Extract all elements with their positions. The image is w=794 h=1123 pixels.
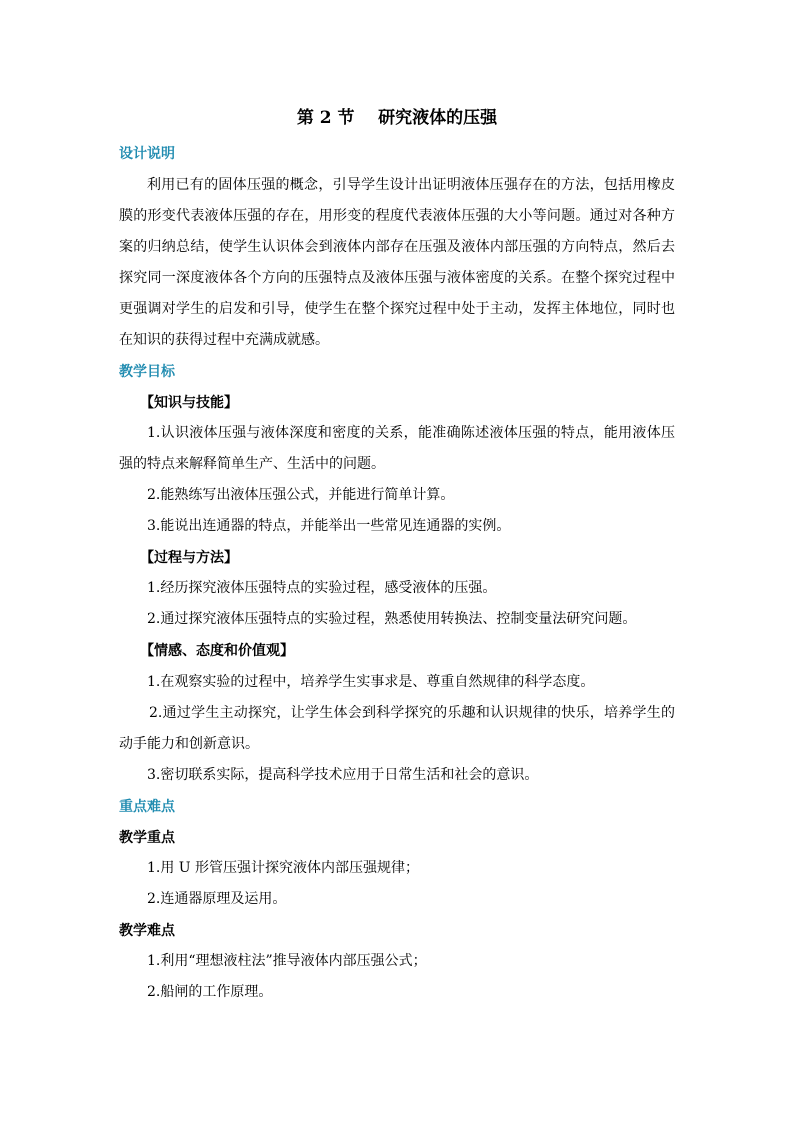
subheading-emotion: 【情感、态度和价值观】 xyxy=(140,643,294,659)
page-title: 第 2 节 研究液体的压强 xyxy=(296,108,498,128)
emotion-item-2: 2.通过学生主动探究，让学生体会到科学探究的乐趣和认识规律的快乐，培养学生的动手能力和创新意识。 xyxy=(119,705,675,752)
design-paragraph: 利用已有的固体压强的概念，引导学生设计出证明液体压强存在的方法，包括用橡皮膜的形变代表液体压强的存在，用形变的程度代表液体压强的大小等问题。通过对各种方案的归纳总结，使学生认识体会到液体内部存在压强及液体内部压强的方向特点，然后去探究同一深度液体各个方向的压强特点及液体压强与液体密度的关系。在整个探究过程中更强调对学生的启发和引导，使学生在整个探究过程中处于主动，发挥主体地位，同时也在知识的获得过程中充满成就感。 xyxy=(119,177,675,348)
focus-item-2: 2.连通器原理及运用。 xyxy=(147,891,287,907)
difficulty-item-1: 1.利用“理想液柱法”推导液体内部压强公式； xyxy=(147,953,427,969)
subheading-focus: 教学重点 xyxy=(119,830,175,846)
process-item-2: 2.通过探究液体压强特点的实验过程，熟悉使用转换法、控制变量法研究问题。 xyxy=(147,611,637,627)
knowledge-item-1: 1.认识液体压强与液体深度和密度的关系，能准确陈述液体压强的特点，能用液体压强的特点来解释简单生产、生活中的问题。 xyxy=(119,425,675,472)
subheading-difficulty: 教学难点 xyxy=(119,923,175,939)
section-heading-design: 设计说明 xyxy=(119,146,175,162)
subheading-process: 【过程与方法】 xyxy=(140,550,238,566)
subheading-knowledge: 【知识与技能】 xyxy=(140,395,238,411)
section-heading-goals: 教学目标 xyxy=(119,364,175,380)
knowledge-item-3: 3.能说出连通器的特点，并能举出一些常见连通器的实例。 xyxy=(147,518,511,534)
difficulty-item-2: 2.船闸的工作原理。 xyxy=(147,984,273,1000)
emotion-item-1: 1.在观察实验的过程中，培养学生实事求是、尊重自然规律的科学态度。 xyxy=(147,674,595,690)
section-heading-keypoints: 重点难点 xyxy=(119,799,175,815)
focus-item-1: 1.用 U 形管压强计探究液体内部压强规律； xyxy=(147,860,420,876)
emotion-item-3: 3.密切联系实际，提高科学技术应用于日常生活和社会的意识。 xyxy=(147,767,539,783)
knowledge-item-2: 2.能熟练写出液体压强公式，并能进行简单计算。 xyxy=(147,487,455,503)
process-item-1: 1.经历探究液体压强特点的实验过程，感受液体的压强。 xyxy=(147,580,497,596)
